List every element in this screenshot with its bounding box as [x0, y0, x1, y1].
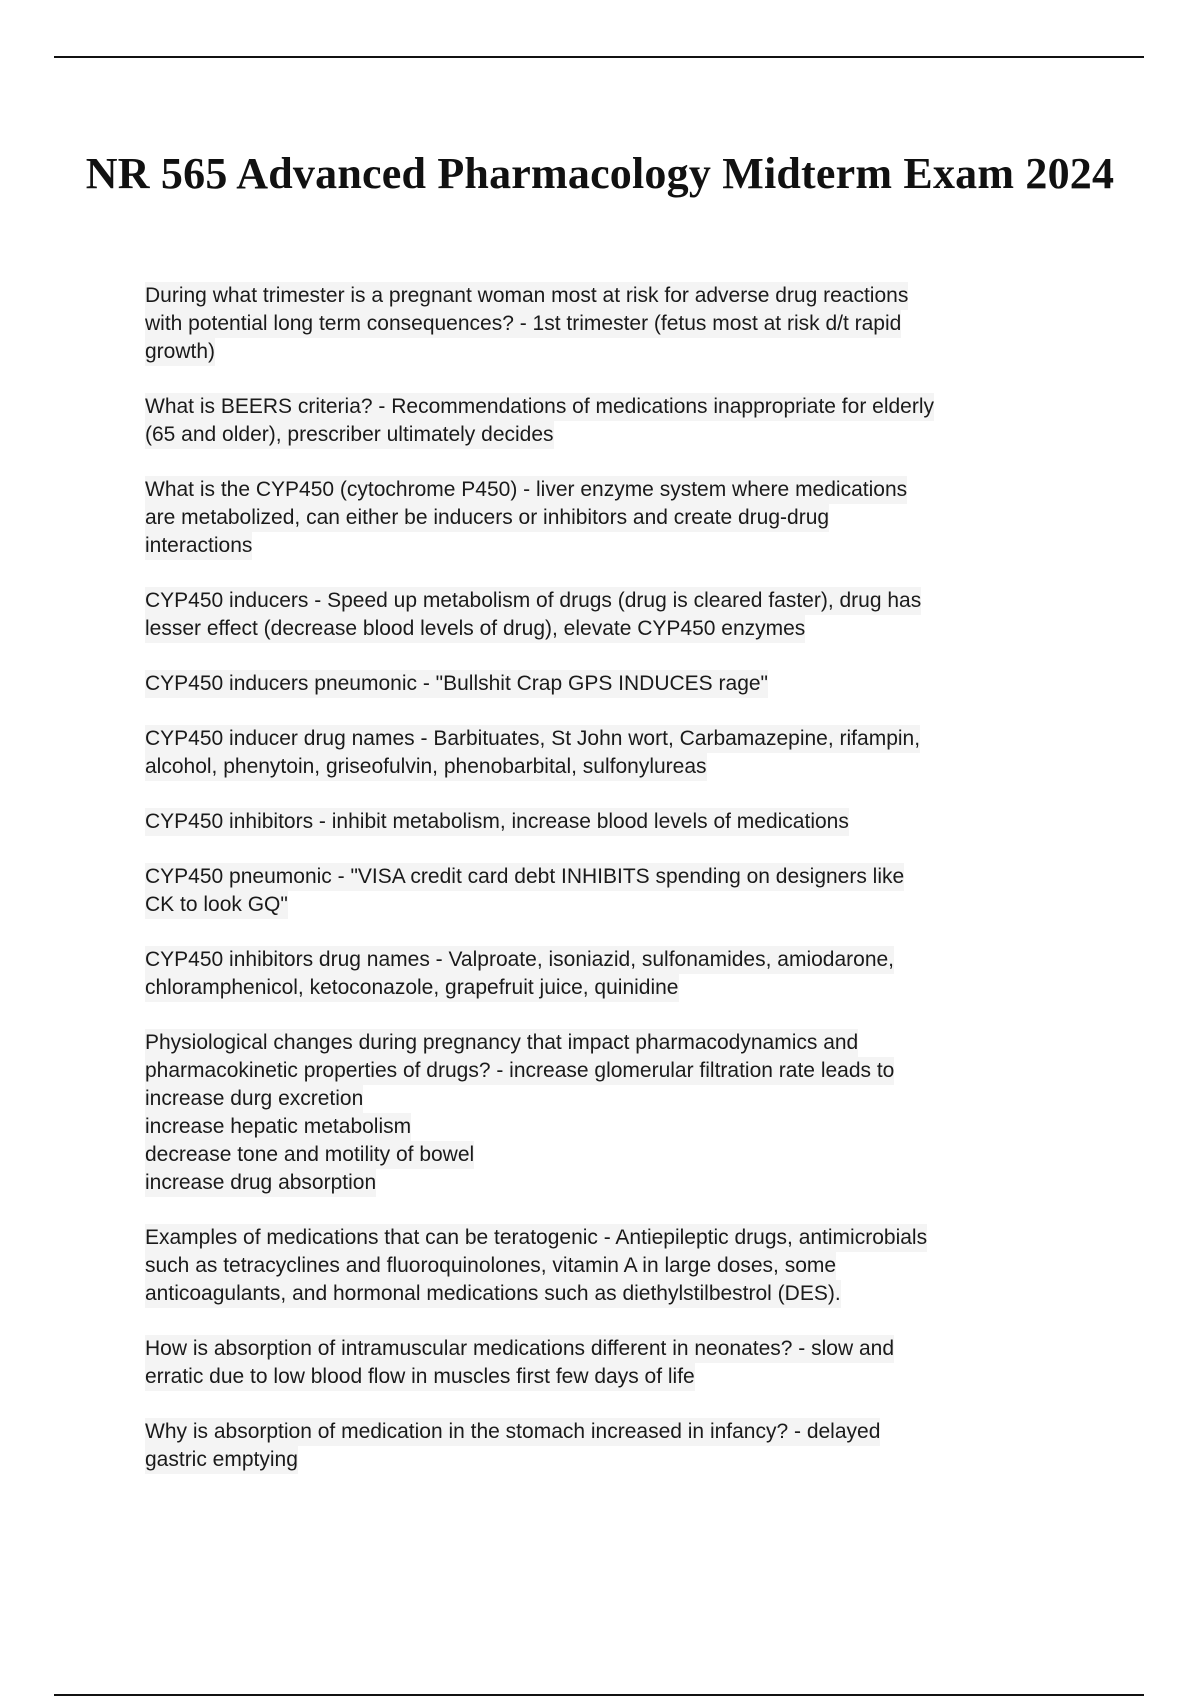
qa-item — [145, 808, 1075, 836]
document-title: NR 565 Advanced Pharmacology Midterm Exam 2024 — [85, 149, 1115, 198]
qa-text-line: alcohol, phenytoin, griseofulvin, phenobarbital, sulfonylureas — [145, 753, 707, 781]
qa-text-line: decrease tone and motility of bowel — [145, 1141, 474, 1169]
qa-text-line: During what trimester is a pregnant woman most at risk for adverse drug reactions — [145, 282, 908, 310]
qa-text-line: lesser effect (decrease blood levels of drug), elevate CYP450 enzymes — [145, 615, 805, 643]
qa-text-line: Examples of medications that can be teratogenic - Antiepileptic drugs, antimicrobials — [145, 1224, 927, 1252]
qa-text-line: What is the CYP450 (cytochrome P450) - liver enzyme system where medications — [145, 476, 907, 504]
qa-text-line: are metabolized, can either be inducers or inhibitors and create drug-drug — [145, 504, 829, 532]
qa-item — [145, 725, 1075, 781]
qa-text-line: CYP450 inducers pneumonic - "Bullshit Crap GPS INDUCES rage" — [145, 670, 768, 698]
qa-list — [145, 282, 1075, 1501]
qa-text-line: gastric emptying — [145, 1446, 298, 1474]
qa-text-line: interactions — [145, 532, 252, 560]
qa-text-line: CYP450 inducer drug names - Barbituates, St John wort, Carbamazepine, rifampin, — [145, 725, 920, 753]
bottom-rule — [54, 1694, 1144, 1696]
qa-text-line: growth) — [145, 338, 215, 366]
qa-text-line: increase hepatic metabolism — [145, 1113, 411, 1141]
qa-text-line: erratic due to low blood flow in muscles first few days of life — [145, 1363, 695, 1391]
qa-item — [145, 1224, 1075, 1308]
qa-text-line: CK to look GQ" — [145, 891, 288, 919]
qa-item — [145, 863, 1075, 919]
qa-text-line: with potential long term consequences? - 1st trimester (fetus most at risk d/t rapid — [145, 310, 901, 338]
qa-item — [145, 670, 1075, 698]
qa-item — [145, 1029, 1075, 1197]
qa-text-line: increase durg excretion — [145, 1085, 363, 1113]
qa-text-line: CYP450 inhibitors - inhibit metabolism, increase blood levels of medications — [145, 808, 849, 836]
qa-text-line: such as tetracyclines and fluoroquinolones, vitamin A in large doses, some — [145, 1252, 836, 1280]
qa-text-line: CYP450 inhibitors drug names - Valproate, isoniazid, sulfonamides, amiodarone, — [145, 946, 894, 974]
qa-item — [145, 946, 1075, 1002]
qa-item — [145, 476, 1075, 560]
qa-item — [145, 282, 1075, 366]
qa-text-line: CYP450 pneumonic - "VISA credit card debt INHIBITS spending on designers like — [145, 863, 904, 891]
qa-text-line: Why is absorption of medication in the stomach increased in infancy? - delayed — [145, 1418, 880, 1446]
qa-text-line: How is absorption of intramuscular medications different in neonates? - slow and — [145, 1335, 894, 1363]
qa-item — [145, 587, 1075, 643]
qa-text-line: chloramphenicol, ketoconazole, grapefruit juice, quinidine — [145, 974, 679, 1002]
qa-text-line: increase drug absorption — [145, 1169, 376, 1197]
qa-text-line: (65 and older), prescriber ultimately decides — [145, 421, 554, 449]
qa-item — [145, 1418, 1075, 1474]
qa-item — [145, 1335, 1075, 1391]
qa-text-line: CYP450 inducers - Speed up metabolism of drugs (drug is cleared faster), drug has — [145, 587, 921, 615]
qa-text-line: Physiological changes during pregnancy that impact pharmacodynamics and — [145, 1029, 858, 1057]
top-rule — [54, 56, 1144, 58]
qa-text-line: What is BEERS criteria? - Recommendations of medications inappropriate for elderly — [145, 393, 934, 421]
qa-text-line: pharmacokinetic properties of drugs? - increase glomerular filtration rate leads to — [145, 1057, 894, 1085]
qa-text-line: anticoagulants, and hormonal medications such as diethylstilbestrol (DES). — [145, 1280, 841, 1308]
qa-item — [145, 393, 1075, 449]
